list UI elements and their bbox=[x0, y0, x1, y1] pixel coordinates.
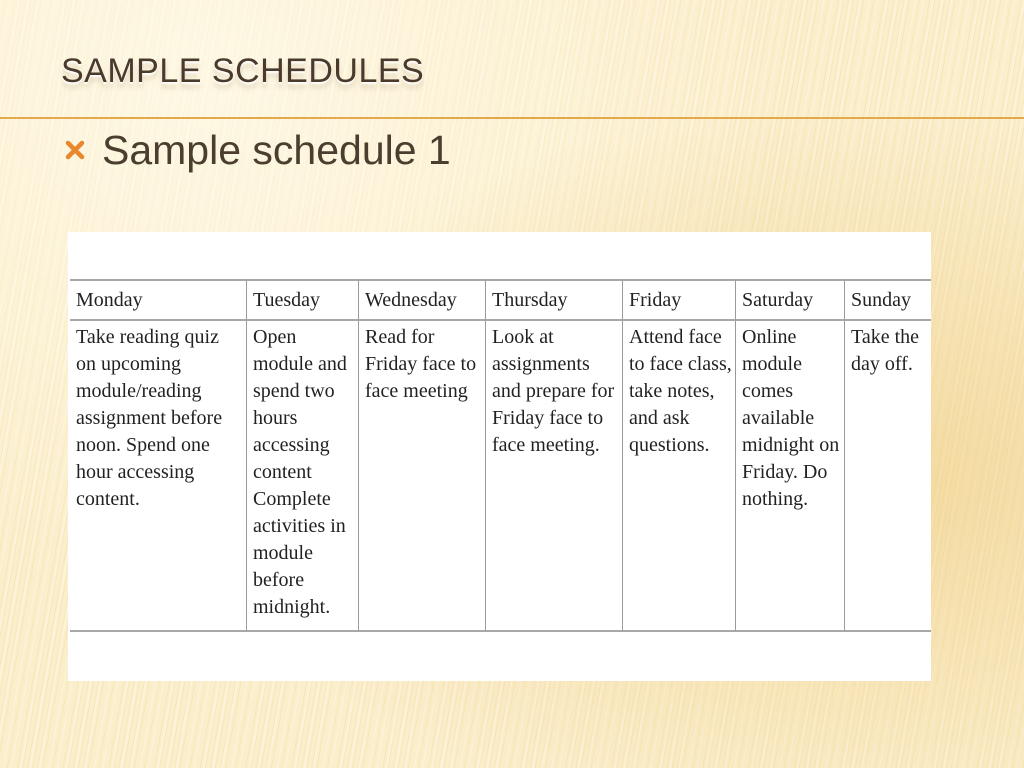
header-thursday: Thursday bbox=[485, 279, 622, 321]
cell-monday: Take reading quiz on upcoming module/reading assignment before noon. Spend one hour accessing content. bbox=[70, 321, 246, 632]
schedule-table-image bbox=[68, 232, 931, 681]
header-row bbox=[70, 279, 931, 321]
slide-title: SAMPLE SCHEDULES bbox=[61, 52, 425, 90]
cell-saturday: Online module comes available midnight on Friday. Do nothing. bbox=[735, 321, 844, 632]
cell-friday: Attend face to face class, take notes, and ask questions. bbox=[622, 321, 735, 632]
cell-tuesday: Open module and spend two hours accessing content Complete activities in module before midnight. bbox=[246, 321, 358, 632]
header-tuesday: Tuesday bbox=[246, 279, 358, 321]
header-monday: Monday bbox=[70, 279, 246, 321]
title-divider bbox=[0, 117, 1024, 119]
cell-sunday: Take the day off. bbox=[844, 321, 931, 632]
header-wednesday: Wednesday bbox=[358, 279, 485, 321]
bullet-text: Sample schedule 1 bbox=[102, 127, 451, 173]
cell-thursday: Look at assignments and prepare for Friday face to face meeting. bbox=[485, 321, 622, 632]
x-mark-icon bbox=[64, 139, 88, 161]
header-saturday: Saturday bbox=[735, 279, 844, 321]
table-row bbox=[70, 321, 931, 632]
cell-wednesday: Read for Friday face to face meeting bbox=[358, 321, 485, 632]
schedule-table bbox=[70, 279, 931, 632]
header-friday: Friday bbox=[622, 279, 735, 321]
header-sunday: Sunday bbox=[844, 279, 931, 321]
bullet-item bbox=[64, 126, 451, 174]
